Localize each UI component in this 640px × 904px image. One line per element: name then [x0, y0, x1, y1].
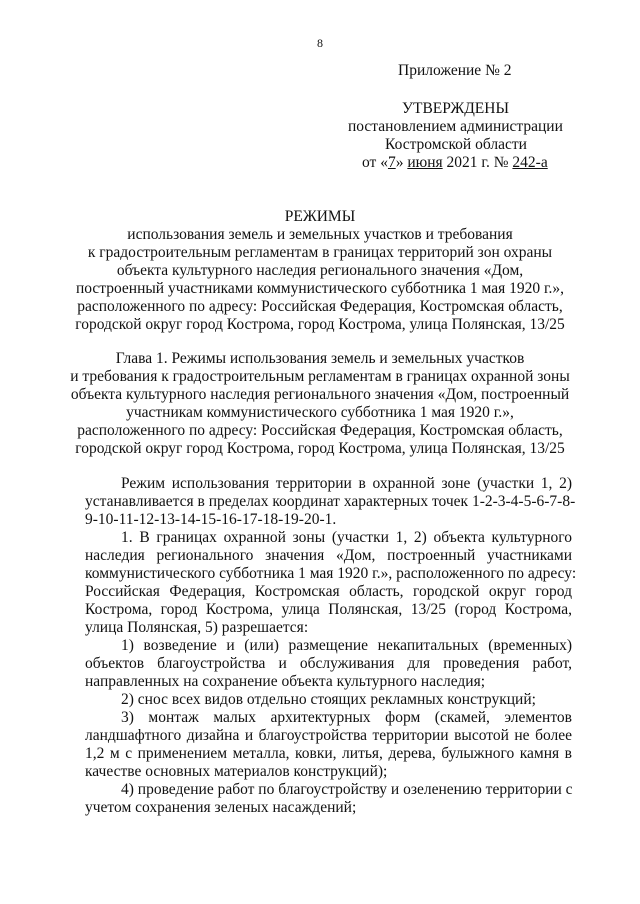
page-number: 8: [317, 36, 323, 50]
title-line: использования земель и земельных участков и требования: [127, 226, 513, 243]
date-prefix: от «: [362, 154, 388, 171]
body-line: улица Полянская, 5) разрешается:: [85, 619, 309, 636]
date-year: 2021 г. №: [442, 154, 513, 171]
approved-line-2: Костромской области: [385, 136, 527, 153]
date-month: июня: [407, 154, 443, 171]
body-line: 1. В границах охранной зоны (участки 1, 2) объекта культурного: [121, 529, 572, 546]
body-line: устанавливается в пределах координат характерных точек 1-2-3-4-5-6-7-8-: [85, 493, 576, 510]
list-item-line: 3) монтаж малых архитектурных форм (скамей, элементов: [121, 709, 572, 726]
chapter-line: городской округ город Кострома, город Кострома, улица Полянская, 13/25: [75, 440, 565, 457]
list-item-line: ландшафтного дизайна и благоустройства территории высотой не более: [85, 727, 572, 744]
date-day: 7: [387, 154, 396, 171]
body-line: Кострома, город Кострома, улица Полянская, 13/25 (город Кострома,: [85, 601, 572, 618]
body-line: Российская Федерация, Костромская область, городской округ город: [85, 583, 572, 600]
approved-date-line: [362, 154, 548, 172]
list-item-line: объектов благоустройства и обслуживания для проведения работ,: [85, 655, 572, 672]
approved-line-1: постановлением администрации: [348, 118, 563, 135]
chapter-line: и требования к градостроительным регламентам в границах охранной зоны: [70, 368, 570, 385]
title-line: построенный участниками коммунистического субботника 1 мая 1920 г.»,: [75, 280, 565, 297]
document-number: 242-а: [512, 154, 548, 171]
body-line: Режим использования территории в охранной зоне (участки 1, 2): [121, 475, 572, 492]
list-item-line: 2) снос всех видов отдельно стоящих рекламных конструкций;: [121, 691, 536, 708]
chapter-line: Глава 1. Режимы использования земель и земельных участков: [115, 350, 525, 367]
body-line: коммунистического субботника 1 мая 1920 г.», расположенного по адресу:: [85, 565, 577, 582]
body-line: наследия регионального значения «Дом, построенный участниками: [85, 547, 572, 564]
list-item-line: учетом сохранения зеленых насаждений;: [85, 799, 357, 816]
chapter-line: расположенного по адресу: Российская Федерация, Костромская область,: [77, 422, 563, 439]
list-item-line: 1) возведение и (или) размещение некапитальных (временных): [121, 637, 572, 654]
list-item-line: направленных на сохранение объекта культурного наследия;: [85, 673, 486, 690]
title-line: к градостроительным регламентам в границах территорий зон охраны: [87, 244, 553, 261]
document-heading: РЕЖИМЫ: [284, 208, 356, 225]
list-item-line: 4) проведение работ по благоустройству и озеленению территории с: [121, 781, 573, 798]
title-line: городской округ город Кострома, город Кострома, улица Полянская, 13/25: [75, 316, 565, 333]
body-line: 9-10-11-12-13-14-15-16-17-18-19-20-1.: [85, 511, 337, 528]
title-line: расположенного по адресу: Российская Федерация, Костромская область,: [77, 298, 563, 315]
chapter-line: участникам коммунистического субботника 1 мая 1920 г.»,: [126, 404, 514, 421]
approved-title: УТВЕРЖДЕНЫ: [402, 100, 509, 117]
appendix-label: Приложение № 2: [398, 62, 512, 79]
title-line: объекта культурного наследия регионального значения «Дом,: [116, 262, 524, 279]
list-item-line: 1,2 м с применением металла, ковки, литья, дерева, булыжного камня в: [85, 745, 572, 762]
chapter-line: объекта культурного наследия регионального значения «Дом, построенный: [70, 386, 570, 403]
list-item-line: качестве основных материалов конструкций);: [85, 763, 388, 780]
date-mid: »: [395, 154, 408, 171]
